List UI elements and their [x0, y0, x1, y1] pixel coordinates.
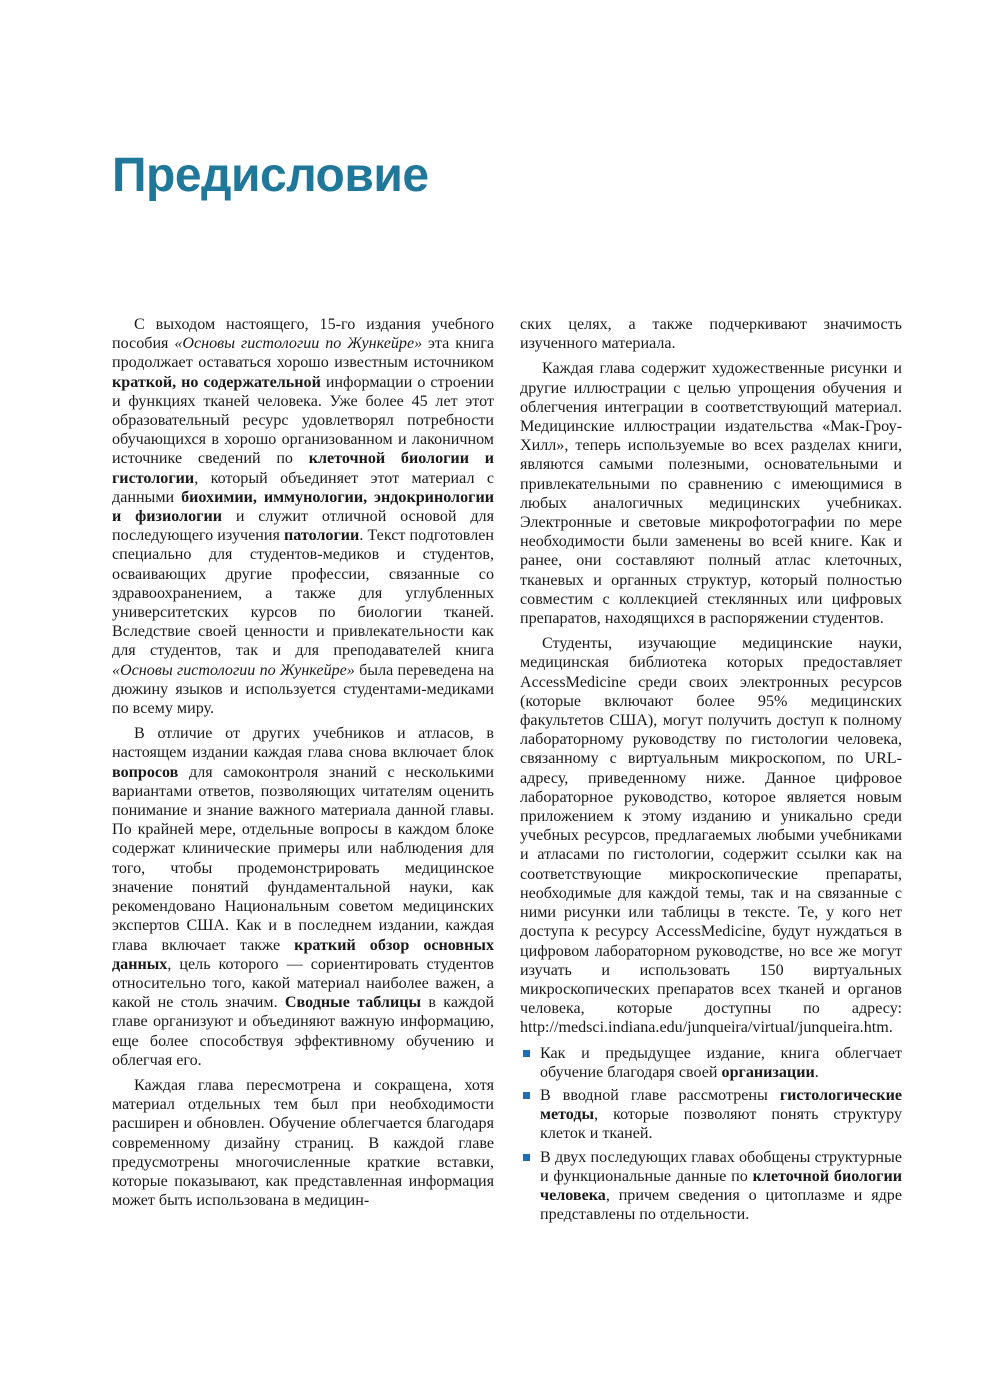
paragraph-illustrations: Каждая глава содержит художественные рисунки и другие иллюстрации с целью упрощения обучения и облегчения интеграции в соответствующий материал. Медицинские иллюстрации издательства «Мак-Гроу-Хилл», теперь используемые во всех разделах книги, являются самыми полезными, основательными и привлекательными по сравнению с имеющимися в любых аналогичных медицинских учебниках. Электронные и световые микрофотографии по мере необходимости были заменены во всей книге. Как и ранее, они составляют полный атлас клеточных, тканевых и органных структур, который полностью совместим с коллекцией стеклянных или цифровых препаратов, находящихся в распоряжении студентов.	[520, 360, 902, 628]
book-title: «Основы гистологии по Жункейре»	[174, 335, 423, 353]
book-title: «Основы гистологии по Жункейре»	[112, 661, 355, 679]
page-title: Предисловие	[112, 149, 429, 202]
paragraph-questions: В отличие от других учебников и атласов, в настоящем издании каждая глава снова включает блок вопросов для самоконтроля знаний с несколькими вариантами ответов, позволяющих читателям оценить понимание и знание важного материала данной главы. По крайней мере, отдельные вопросы в каждом блоке содержат клинические примеры или наблюдения для того, чтобы продемонстрировать медицинское значение понятий фундаментальной науки, как рекомендовано Национальным советом медицинских экспертов США. Как и в последнем издании, каждая глава включает также краткий обзор основных данных, цель которого — сориентировать студентов относительно того, какой материал наиболее важен, а какой не столь значим. Сводные таблицы в каждой главе организуют и объединяют важную информацию, еще более способствуя эффективному обучению и облегчая его.	[112, 725, 495, 1069]
left-column	[112, 315, 494, 1216]
list-item: В вводной главе рассмотрены гистологические методы, которые позволяют понять структуру клеток и тканей.	[540, 1086, 902, 1144]
paragraph-continuation: ских целях, а также подчеркивают значимость изученного материала.	[520, 316, 902, 353]
right-column	[520, 315, 902, 1228]
paragraph-intro: С выходом настоящего, 15-го издания учебного пособия «Основы гистологии по Жункейре» эта книга продолжает оставаться хорошо известным источником краткой, но содержательной информации о строении и функциях тканей человека. Уже более 45 лет этот образовательный ресурс удовлетворял потребности обучающихся в хорошо организованном и лаконичном источнике сведений по клеточной биологии и гистологии, который объединяет этот материал с данными биохимии, иммунологии, эндокринологии и физиологии и служит отличной основой для последующего изучения патологии. Текст подготовлен специально для студентов-медиков и студентов, осваивающих другие профессии, связанные со здравоохранением, а также для углубленных университетских курсов по биологии тканей. Вследствие своей ценности и привлекательности как для студентов, так и для преподавателей книга «Основы гистологии по Жункейре» была переведена на дюжину языков и используется студентами-медиками по всему миру.	[112, 316, 494, 718]
paragraph-accessmedicine: Студенты, изучающие медицинские науки, медицинская библиотека которых предоставляет AccessMedicine среди своих электронных ресурсов (которые включают более 95% медицинских факультетов США), могут получить доступ к полному лабораторному руководству по гистологии человека, связанному с виртуальным микроскопом, по URL-адресу, приведенному ниже. Данное цифровое лабораторное руководство, которое является новым приложением к этому изданию и уникально среди учебных ресурсов, предлагаемых любыми учебниками и атласами по гистологии, содержит ссылки как на соответствующие микроскопические препараты, необходимые для каждой темы, так и на связанные с ними рисунки или таблицы в тексте. Те, у кого нет доступа к ресурсу AccessMedicine, будут нуждаться в цифровом лабораторном руководстве, но все же могут изучать и использовать 150 виртуальных микроскопических препаратов всех тканей и органов человека, которые доступны по адресу: http://medsci.indiana.edu/junqueira/virtual/junqueira.htm.	[520, 635, 902, 1037]
bullet-square-icon	[523, 1154, 530, 1161]
feature-list	[520, 1044, 902, 1225]
paragraph-revision: Каждая глава пересмотрена и сокращена, хотя материал отдельных тем был при необходимости расширен и обновлен. Обучение облегчается благодаря современному дизайну страниц. В каждой главе предусмотрены многочисленные краткие вставки, которые показывают, как представленная информация может быть использована в медицин-	[112, 1076, 494, 1210]
list-item: В двух последующих главах обобщены структурные и функциональные данные по клеточной биологии человека, причем сведения о цитоплазме и ядре представлены по отдельности.	[540, 1148, 902, 1225]
bullet-square-icon	[523, 1092, 530, 1099]
list-item: Как и предыдущее издание, книга облегчает обучение благодаря своей организации.	[540, 1044, 902, 1082]
bullet-square-icon	[523, 1050, 530, 1057]
